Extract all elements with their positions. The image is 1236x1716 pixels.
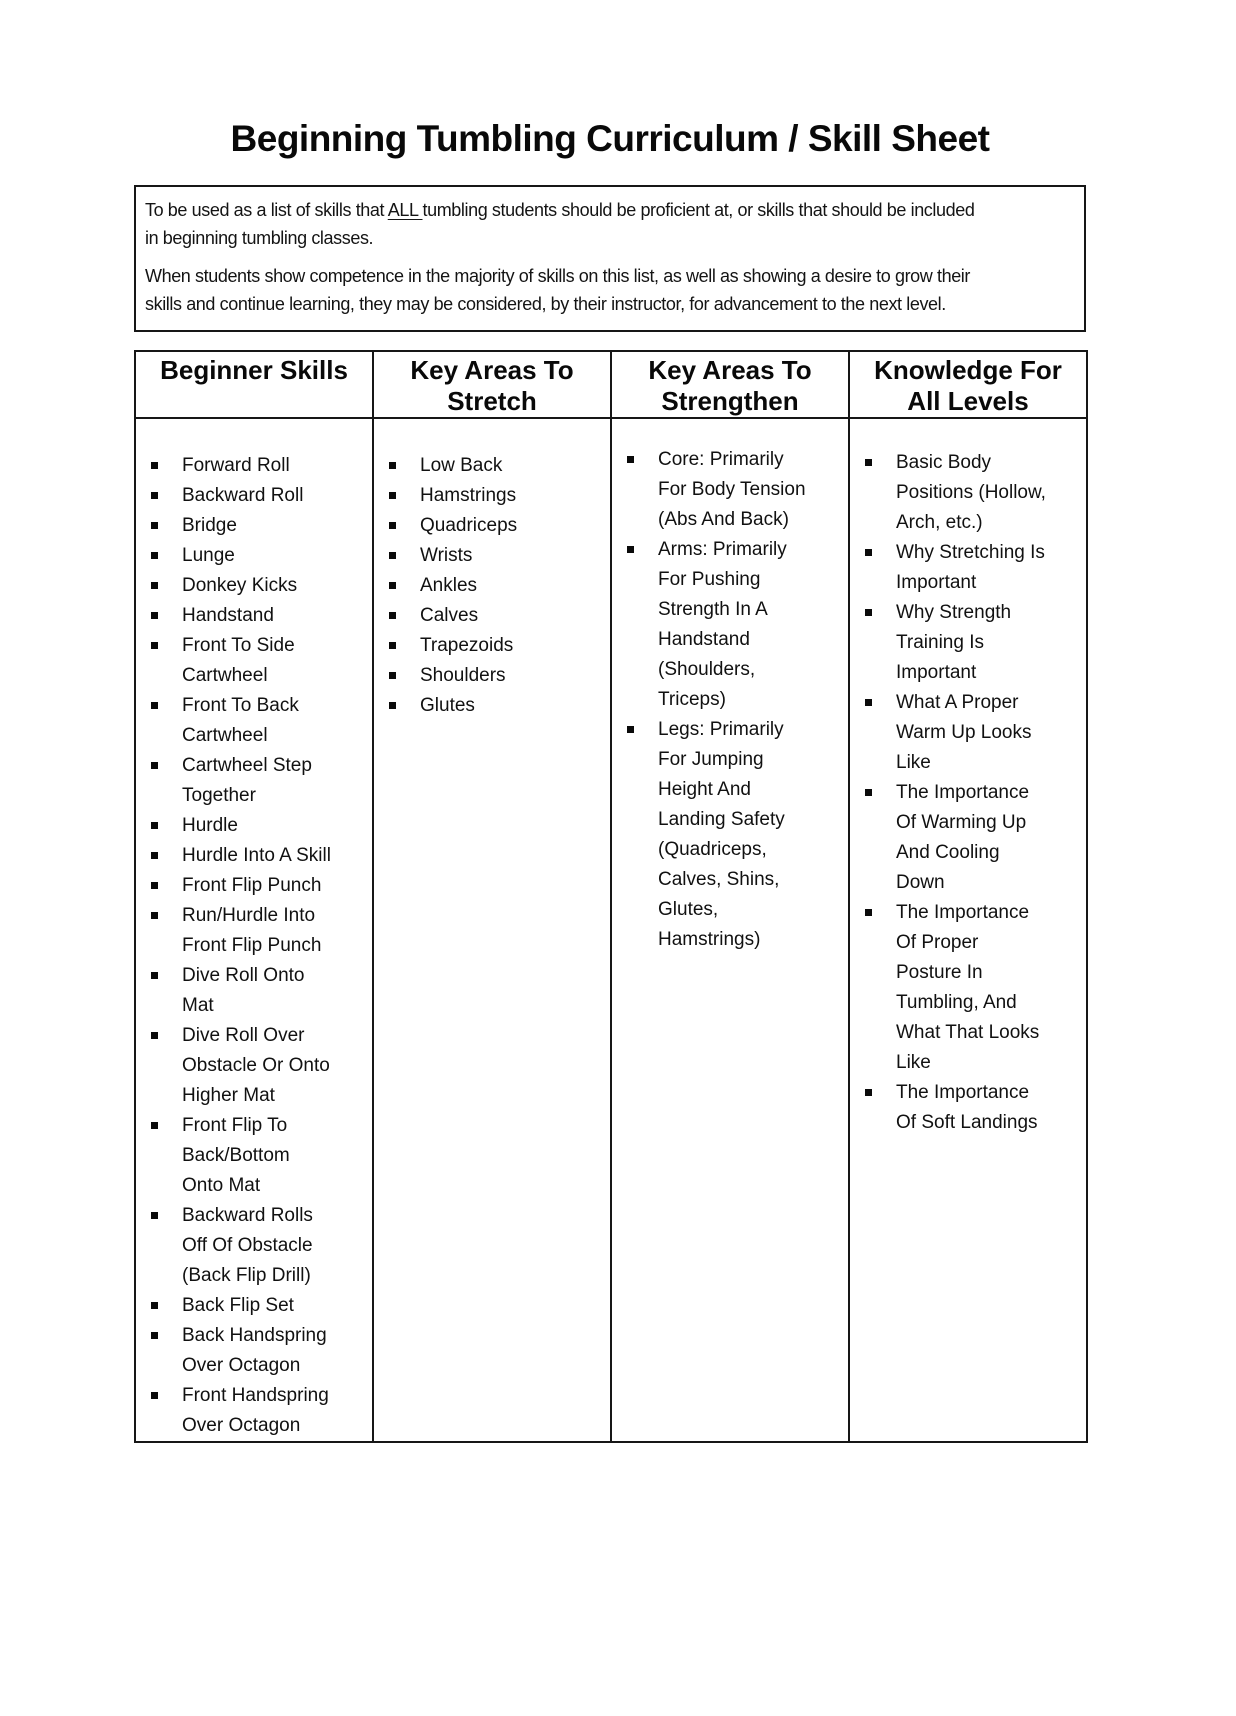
column-header-beginner-skills: Beginner Skills [135,351,373,418]
list-item: Calves [420,601,606,631]
intro-p1-text: To be used as a list of skills that [145,200,388,220]
intro-paragraph-2: When students show competence in the majority of skills on this list, as well as showing a desire to grow their skills and continue learning, they may be considered, by their instructor, for advancement to the next level. [145,266,970,314]
column-header-key-areas-to-stretch: Key Areas To Stretch [373,351,611,418]
cell-knowledge-for-all-levels [849,418,1087,1442]
list-item: Low Back [420,451,606,481]
page-title: Beginning Tumbling Curriculum / Skill Sheet [230,118,990,159]
list-item: Shoulders [420,661,606,691]
list-item: The Importance Of Soft Landings [896,1078,1082,1138]
list-item: Dive Roll Over Obstacle Or Onto Higher Mat [182,1021,368,1111]
list-item: Glutes [420,691,606,721]
list-item: Handstand [182,601,368,631]
list-item: Legs: Primarily For Jumping Height And Landing Safety (Quadriceps, Calves, Shins, Glutes, Hamstrings) [658,715,844,955]
table-body-row [135,418,1087,1442]
list-item: The Importance Of Warming Up And Cooling Down [896,778,1082,898]
strengthen-areas-list [612,445,848,955]
list-item: Why Strength Training Is Important [896,598,1082,688]
list-item: Hamstrings [420,481,606,511]
list-item: Back Handspring Over Octagon [182,1321,368,1381]
list-item: Hurdle Into A Skill [182,841,368,871]
intro-paragraph-1 [145,196,1070,252]
list-item: Basic Body Positions (Hollow, Arch, etc.) [896,448,1082,538]
list-item: Cartwheel Step Together [182,751,368,811]
list-item: Bridge [182,511,368,541]
list-item: The Importance Of Proper Posture In Tumbling, And What That Looks Like [896,898,1082,1078]
list-item: Why Stretching Is Important [896,538,1082,598]
list-item: What A Proper Warm Up Looks Like [896,688,1082,778]
list-item: Arms: Primarily For Pushing Strength In A Handstand (Shoulders, Triceps) [658,535,844,715]
beginner-skills-list [136,451,372,1441]
cell-key-areas-to-stretch [373,418,611,1442]
list-item: Ankles [420,571,606,601]
list-item: Front To Side Cartwheel [182,631,368,691]
list-item: Front Handspring Over Octagon [182,1381,368,1441]
list-item: Backward Roll [182,481,368,511]
list-item: Wrists [420,541,606,571]
list-item: Dive Roll Onto Mat [182,961,368,1021]
cell-key-areas-to-strengthen [611,418,849,1442]
list-item: Back Flip Set [182,1291,368,1321]
cell-beginner-skills [135,418,373,1442]
list-item: Run/Hurdle Into Front Flip Punch [182,901,368,961]
knowledge-list [850,448,1086,1138]
list-item: Core: Primarily For Body Tension (Abs And Back) [658,445,844,535]
list-item: Hurdle [182,811,368,841]
table-header-row [135,351,1087,418]
list-item: Donkey Kicks [182,571,368,601]
intro-p1-text-continued: tumbling students should be proficient at, or skills that should be included in beginning tumbling classes. [145,200,975,248]
skills-table [134,350,1088,1443]
list-item: Quadriceps [420,511,606,541]
list-item: Lunge [182,541,368,571]
stretch-areas-list [374,451,610,721]
list-item: Front To Back Cartwheel [182,691,368,751]
column-header-knowledge-for-all-levels: Knowledge For All Levels [849,351,1087,418]
intro-p1-underlined-text: ALL [387,200,423,220]
intro-box [134,185,1086,332]
list-item: Backward Rolls Off Of Obstacle (Back Flip Drill) [182,1201,368,1291]
list-item: Front Flip Punch [182,871,368,901]
list-item: Front Flip To Back/Bottom Onto Mat [182,1111,368,1201]
list-item: Forward Roll [182,451,368,481]
column-header-key-areas-to-strengthen: Key Areas To Strengthen [611,351,849,418]
document-page [134,116,1086,1443]
list-item: Trapezoids [420,631,606,661]
